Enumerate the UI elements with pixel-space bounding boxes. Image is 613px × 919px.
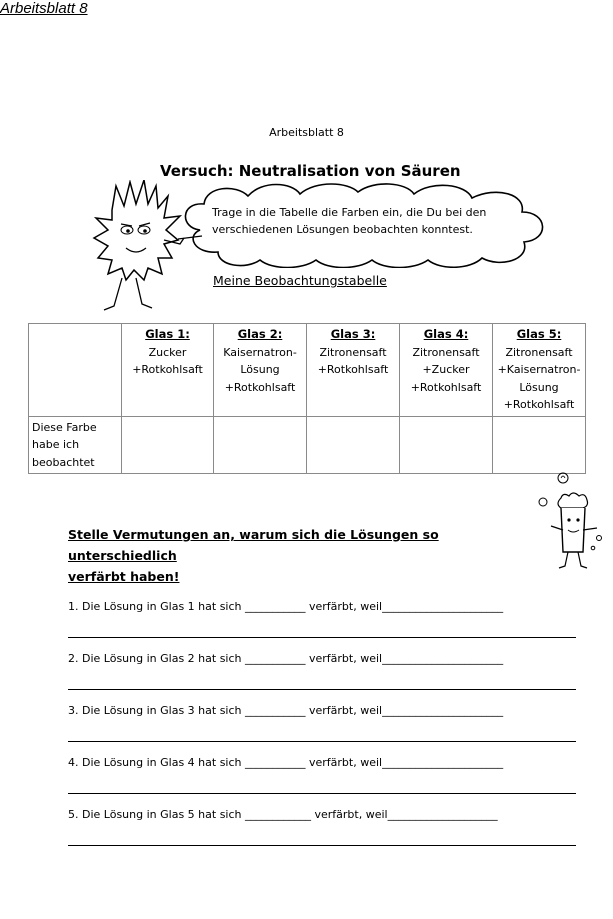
column-line: Zitronensaft: [412, 345, 480, 359]
column-title: Glas 1:: [145, 327, 190, 341]
table-column-glas-2: [214, 324, 307, 417]
answer-sentence-glas-4: 4. Die Lösung in Glas 4 hat sich ___________ verfärbt, weil______________________: [68, 756, 504, 769]
answer-writing-line[interactable]: [68, 689, 576, 690]
page-title: Versuch: Neutralisation von Säuren: [160, 162, 461, 180]
page-header: Arbeitsblatt 8: [0, 0, 88, 17]
answer-writing-line[interactable]: [68, 637, 576, 638]
column-title: Glas 5:: [516, 327, 562, 341]
color-entry-cell[interactable]: [493, 416, 586, 474]
column-line: +Kaisernatron-: [497, 363, 581, 376]
answer-sentence-glas-3: 3. Die Lösung in Glas 3 hat sich ___________ verfärbt, weil______________________: [68, 704, 504, 717]
column-line: +Rotkohlsaft: [503, 398, 575, 411]
table-column-glas-3: [307, 324, 400, 417]
row-label-cell: [29, 416, 122, 474]
row-label-line: beobachtet: [32, 455, 95, 469]
column-line: +Zucker: [422, 363, 470, 376]
answer-writing-line[interactable]: [68, 845, 576, 846]
row-label-line: habe ich: [32, 438, 80, 451]
column-line: Kaisernatron-: [223, 345, 297, 359]
column-title: Glas 2:: [237, 327, 283, 341]
color-entry-cell[interactable]: [307, 416, 400, 474]
table-column-glas-4: [400, 324, 493, 417]
column-line: Zucker: [148, 345, 187, 359]
task-text: [68, 524, 548, 587]
instruction-text: [212, 204, 522, 238]
table-column-glas-5: [493, 324, 586, 417]
table-column-glas-1: [122, 324, 214, 417]
instruction-line: Trage in die Tabelle die Farben ein, die Du bei den: [212, 206, 487, 219]
column-line: Lösung: [240, 363, 280, 376]
column-line: Zitronensaft: [319, 345, 387, 359]
row-label-line: Diese Farbe: [32, 420, 97, 434]
task-line: verfärbt haben!: [68, 569, 180, 584]
color-entry-cell[interactable]: [400, 416, 493, 474]
observation-table: [28, 323, 586, 474]
color-entry-cell[interactable]: [214, 416, 307, 474]
table-corner-cell: [29, 324, 122, 417]
color-entry-cell[interactable]: [122, 416, 214, 474]
column-line: Zitronensaft: [505, 345, 573, 359]
answer-sentence-glas-1: 1. Die Lösung in Glas 1 hat sich ___________ verfärbt, weil______________________: [68, 600, 504, 613]
column-line: +Rotkohlsaft: [410, 380, 482, 394]
answer-writing-line[interactable]: [68, 793, 576, 794]
task-line: Stelle Vermutungen an, warum sich die Lösungen so unterschiedlich: [68, 527, 439, 563]
spiky-mascot-illustration: [92, 180, 187, 315]
column-line: +Rotkohlsaft: [224, 380, 296, 394]
column-title: Glas 3:: [330, 327, 376, 341]
answer-sentence-glas-2: 2. Die Lösung in Glas 2 hat sich ___________ verfärbt, weil______________________: [68, 652, 504, 665]
column-line: +Rotkohlsaft: [317, 363, 389, 376]
answer-writing-line[interactable]: [68, 741, 576, 742]
answer-sentence-glas-5: 5. Die Lösung in Glas 5 hat sich ____________ verfärbt, weil____________________: [68, 808, 498, 821]
column-line: Lösung: [519, 380, 559, 394]
column-title: Glas 4:: [423, 327, 469, 341]
column-line: +Rotkohlsaft: [132, 363, 203, 376]
sheet-label: Arbeitsblatt 8: [269, 126, 344, 139]
table-heading: Meine Beobachtungstabelle: [213, 273, 387, 288]
instruction-line: verschiedenen Lösungen beobachten konntest.: [212, 223, 473, 236]
